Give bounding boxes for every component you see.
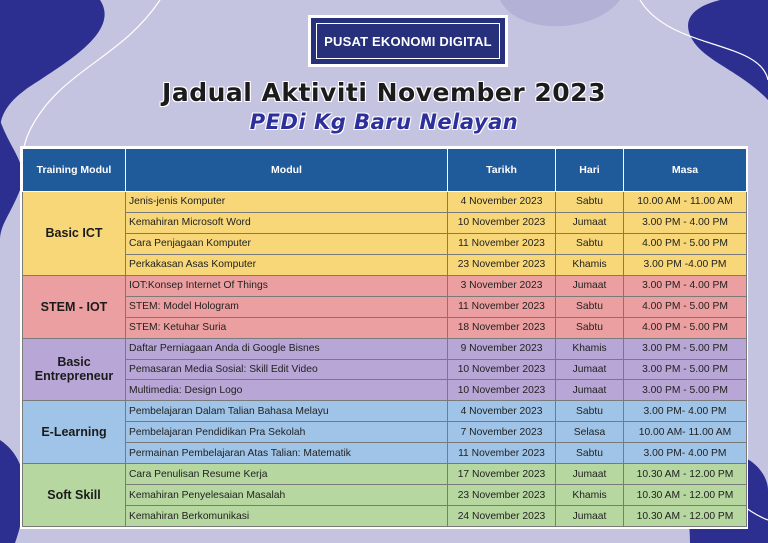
table-row (23, 338, 747, 359)
table-row (23, 380, 747, 401)
cell-masa: 3.00 PM -4.00 PM (624, 254, 747, 275)
table-row (23, 254, 747, 275)
cell-tarikh: 10 November 2023 (448, 359, 556, 380)
table-row (23, 275, 747, 296)
cell-tarikh: 18 November 2023 (448, 317, 556, 338)
cell-masa: 3.00 PM - 5.00 PM (624, 359, 747, 380)
cell-hari: Jumaat (556, 275, 624, 296)
cell-modul: Kemahiran Penyelesaian Masalah (126, 485, 448, 506)
cell-tarikh: 9 November 2023 (448, 338, 556, 359)
cell-modul: Permainan Pembelajaran Atas Talian: Matematik (126, 443, 448, 464)
table-row (23, 296, 747, 317)
table-row (23, 212, 747, 233)
cell-tarikh: 4 November 2023 (448, 401, 556, 422)
cell-hari: Sabtu (556, 443, 624, 464)
header-training-modul: Training Modul (23, 149, 126, 192)
cell-masa: 4.00 PM - 5.00 PM (624, 233, 747, 254)
cell-tarikh: 11 November 2023 (448, 233, 556, 254)
group-e-learning: E-Learning (23, 401, 126, 464)
cell-hari: Selasa (556, 422, 624, 443)
cell-masa: 3.00 PM - 5.00 PM (624, 338, 747, 359)
cell-hari: Jumaat (556, 212, 624, 233)
cell-masa: 10.00 AM - 11.00 AM (624, 192, 747, 213)
cell-hari: Sabtu (556, 296, 624, 317)
cell-masa: 3.00 PM - 4.00 PM (624, 275, 747, 296)
cell-masa: 10.30 AM - 12.00 PM (624, 485, 747, 506)
cell-modul: Kemahiran Berkomunikasi (126, 506, 448, 527)
table-row (23, 443, 747, 464)
cell-modul: IOT:Konsep Internet Of Things (126, 275, 448, 296)
table-row (23, 422, 747, 443)
cell-tarikh: 24 November 2023 (448, 506, 556, 527)
cell-tarikh: 7 November 2023 (448, 422, 556, 443)
cell-tarikh: 11 November 2023 (448, 296, 556, 317)
table-header-row (23, 149, 747, 192)
cell-masa: 10.00 AM- 11.00 AM (624, 422, 747, 443)
cell-hari: Sabtu (556, 192, 624, 213)
table-row (23, 233, 747, 254)
cell-hari: Jumaat (556, 359, 624, 380)
cell-tarikh: 23 November 2023 (448, 485, 556, 506)
cell-masa: 4.00 PM - 5.00 PM (624, 296, 747, 317)
cell-tarikh: 10 November 2023 (448, 212, 556, 233)
cell-modul: Multimedia: Design Logo (126, 380, 448, 401)
cell-hari: Jumaat (556, 464, 624, 485)
cell-tarikh: 23 November 2023 (448, 254, 556, 275)
table-row (23, 359, 747, 380)
cell-tarikh: 4 November 2023 (448, 192, 556, 213)
group-stem-iot: STEM - IOT (23, 275, 126, 338)
cell-hari: Khamis (556, 485, 624, 506)
cell-hari: Jumaat (556, 380, 624, 401)
cell-masa: 10.30 AM - 12.00 PM (624, 464, 747, 485)
cell-modul: STEM: Model Hologram (126, 296, 448, 317)
cell-hari: Khamis (556, 254, 624, 275)
cell-modul: Cara Penulisan Resume Kerja (126, 464, 448, 485)
cell-modul: Pemasaran Media Sosial: Skill Edit Video (126, 359, 448, 380)
cell-hari: Khamis (556, 338, 624, 359)
cell-modul: Kemahiran Microsoft Word (126, 212, 448, 233)
cell-tarikh: 17 November 2023 (448, 464, 556, 485)
cell-modul: Jenis-jenis Komputer (126, 192, 448, 213)
table-row (23, 192, 747, 213)
header-masa: Masa (624, 149, 747, 192)
cell-hari: Sabtu (556, 233, 624, 254)
cell-modul: STEM: Ketuhar Suria (126, 317, 448, 338)
cell-masa: 3.00 PM - 4.00 PM (624, 212, 747, 233)
table-row (23, 464, 747, 485)
cell-tarikh: 11 November 2023 (448, 443, 556, 464)
header-tarikh: Tarikh (448, 149, 556, 192)
cell-masa: 3.00 PM- 4.00 PM (624, 401, 747, 422)
cell-hari: Jumaat (556, 506, 624, 527)
table-row (23, 401, 747, 422)
cell-masa: 3.00 PM - 5.00 PM (624, 380, 747, 401)
header-hari: Hari (556, 149, 624, 192)
table-row (23, 317, 747, 338)
schedule-table-container (20, 146, 748, 529)
table-row (23, 506, 747, 527)
page-title: Jadual Aktiviti November 2023 (162, 78, 606, 107)
cell-modul: Pembelajaran Pendidikan Pra Sekolah (126, 422, 448, 443)
cell-tarikh: 10 November 2023 (448, 380, 556, 401)
cell-masa: 10.30 AM - 12.00 PM (624, 506, 747, 527)
cell-masa: 3.00 PM- 4.00 PM (624, 443, 747, 464)
schedule-table (22, 148, 747, 527)
header-modul: Modul (126, 149, 448, 192)
cell-masa: 4.00 PM - 5.00 PM (624, 317, 747, 338)
cell-hari: Sabtu (556, 317, 624, 338)
cell-modul: Pembelajaran Dalam Talian Bahasa Melayu (126, 401, 448, 422)
cell-modul: Perkakasan Asas Komputer (126, 254, 448, 275)
group-soft-skill: Soft Skill (23, 464, 126, 527)
header-badge (308, 15, 508, 67)
cell-hari: Sabtu (556, 401, 624, 422)
group-basic-entrepreneur: Basic Entrepreneur (23, 338, 126, 401)
group-basic-ict: Basic ICT (23, 192, 126, 276)
cell-modul: Daftar Perniagaan Anda di Google Bisnes (126, 338, 448, 359)
table-row (23, 485, 747, 506)
cell-modul: Cara Penjagaan Komputer (126, 233, 448, 254)
header-badge-text: PUSAT EKONOMI DIGITAL (324, 33, 492, 49)
page-subtitle: PEDi Kg Baru Nelayan (249, 110, 519, 134)
cell-tarikh: 3 November 2023 (448, 275, 556, 296)
